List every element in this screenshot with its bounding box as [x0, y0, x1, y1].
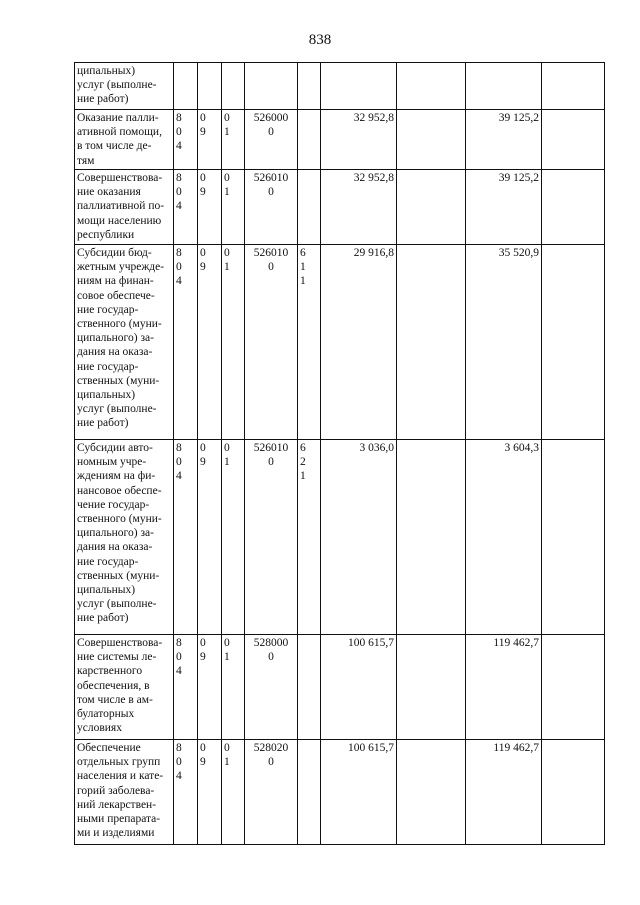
- ved-cell: 8 0 4: [174, 440, 198, 635]
- table-row: [75, 170, 605, 245]
- pr-cell: 0 1: [222, 245, 245, 440]
- ved-cell: 8 0 4: [174, 110, 198, 170]
- page-number: 838: [308, 32, 332, 48]
- ved-cell: 8 0 4: [174, 740, 198, 845]
- empty-cell: [397, 170, 466, 245]
- kcsr-cell: 528020 0: [245, 740, 298, 845]
- row-name-cell: Субсидии авто- номным учре- ждениям на фи- нансовое обеспе- чение государ- ственного (муни- ципального) за- дания на оказа- ние государ- ственных (муни- ципальных) услуг (выполне- ние работ): [75, 440, 174, 635]
- ved-cell: 8 0 4: [174, 170, 198, 245]
- kcsr-cell: 526010 0: [245, 440, 298, 635]
- sum1-cell: 100 615,7: [321, 740, 397, 845]
- sum1-cell: 29 916,8: [321, 245, 397, 440]
- empty-cell: [542, 635, 605, 740]
- empty-cell: [397, 245, 466, 440]
- empty-cell: [542, 63, 605, 110]
- budget-table: [74, 62, 605, 845]
- sum2-cell: 35 520,9: [466, 245, 542, 440]
- pr-cell: [222, 63, 245, 110]
- pr-cell: 0 1: [222, 110, 245, 170]
- table-row: [75, 635, 605, 740]
- table-row: [75, 63, 605, 110]
- kcsr-cell: 526010 0: [245, 245, 298, 440]
- ved-cell: [174, 63, 198, 110]
- vr-cell: 6 2 1: [298, 440, 321, 635]
- rz-cell: 0 9: [198, 740, 222, 845]
- rz-cell: 0 9: [198, 635, 222, 740]
- vr-cell: 6 1 1: [298, 245, 321, 440]
- row-name-cell: Субсидии бюд- жетным учрежде- ниям на финан- совое обеспече- ние государ- ственного (муни- ципального) за- дания на оказа- ние государ- ственных (муни- ципальных) услуг (выполне- ние работ): [75, 245, 174, 440]
- rz-cell: 0 9: [198, 440, 222, 635]
- empty-cell: [397, 740, 466, 845]
- sum1-cell: 3 036,0: [321, 440, 397, 635]
- rz-cell: 0 9: [198, 110, 222, 170]
- sum2-cell: 39 125,2: [466, 110, 542, 170]
- sum1-cell: 100 615,7: [321, 635, 397, 740]
- row-name-cell: Обеспечение отдельных групп населения и кате- горий заболева- ний лекарствен- ными препарата- ми и изделиями: [75, 740, 174, 845]
- row-name-cell: Оказание палли- ативной помощи, в том числе де- тям: [75, 110, 174, 170]
- kcsr-cell: 526000 0: [245, 110, 298, 170]
- table-row: [75, 740, 605, 845]
- pr-cell: 0 1: [222, 635, 245, 740]
- row-name-cell: Совершенствова- ние системы ле- карственного обеспечения, в том числе в ам- булаторных условиях: [75, 635, 174, 740]
- pr-cell: 0 1: [222, 170, 245, 245]
- sum2-cell: 39 125,2: [466, 170, 542, 245]
- ved-cell: 8 0 4: [174, 635, 198, 740]
- empty-cell: [397, 110, 466, 170]
- row-name-cell: ципальных) услуг (выполне- ние работ): [75, 63, 174, 110]
- rz-cell: 0 9: [198, 170, 222, 245]
- vr-cell: [298, 170, 321, 245]
- empty-cell: [397, 635, 466, 740]
- sum1-cell: [321, 63, 397, 110]
- kcsr-cell: 526010 0: [245, 170, 298, 245]
- table-row: [75, 110, 605, 170]
- empty-cell: [397, 63, 466, 110]
- sum1-cell: 32 952,8: [321, 170, 397, 245]
- empty-cell: [542, 740, 605, 845]
- row-name-cell: Совершенствова- ние оказания паллиативной по- мощи населению республики: [75, 170, 174, 245]
- sum2-cell: [466, 63, 542, 110]
- rz-cell: [198, 63, 222, 110]
- pr-cell: 0 1: [222, 740, 245, 845]
- empty-cell: [542, 110, 605, 170]
- empty-cell: [542, 170, 605, 245]
- vr-cell: [298, 63, 321, 110]
- pr-cell: 0 1: [222, 440, 245, 635]
- sum2-cell: 3 604,3: [466, 440, 542, 635]
- empty-cell: [542, 245, 605, 440]
- sum2-cell: 119 462,7: [466, 740, 542, 845]
- table-row: [75, 440, 605, 635]
- kcsr-cell: 528000 0: [245, 635, 298, 740]
- rz-cell: 0 9: [198, 245, 222, 440]
- vr-cell: [298, 110, 321, 170]
- empty-cell: [542, 440, 605, 635]
- ved-cell: 8 0 4: [174, 245, 198, 440]
- empty-cell: [397, 440, 466, 635]
- table-row: [75, 245, 605, 440]
- sum1-cell: 32 952,8: [321, 110, 397, 170]
- vr-cell: [298, 635, 321, 740]
- vr-cell: [298, 740, 321, 845]
- sum2-cell: 119 462,7: [466, 635, 542, 740]
- kcsr-cell: [245, 63, 298, 110]
